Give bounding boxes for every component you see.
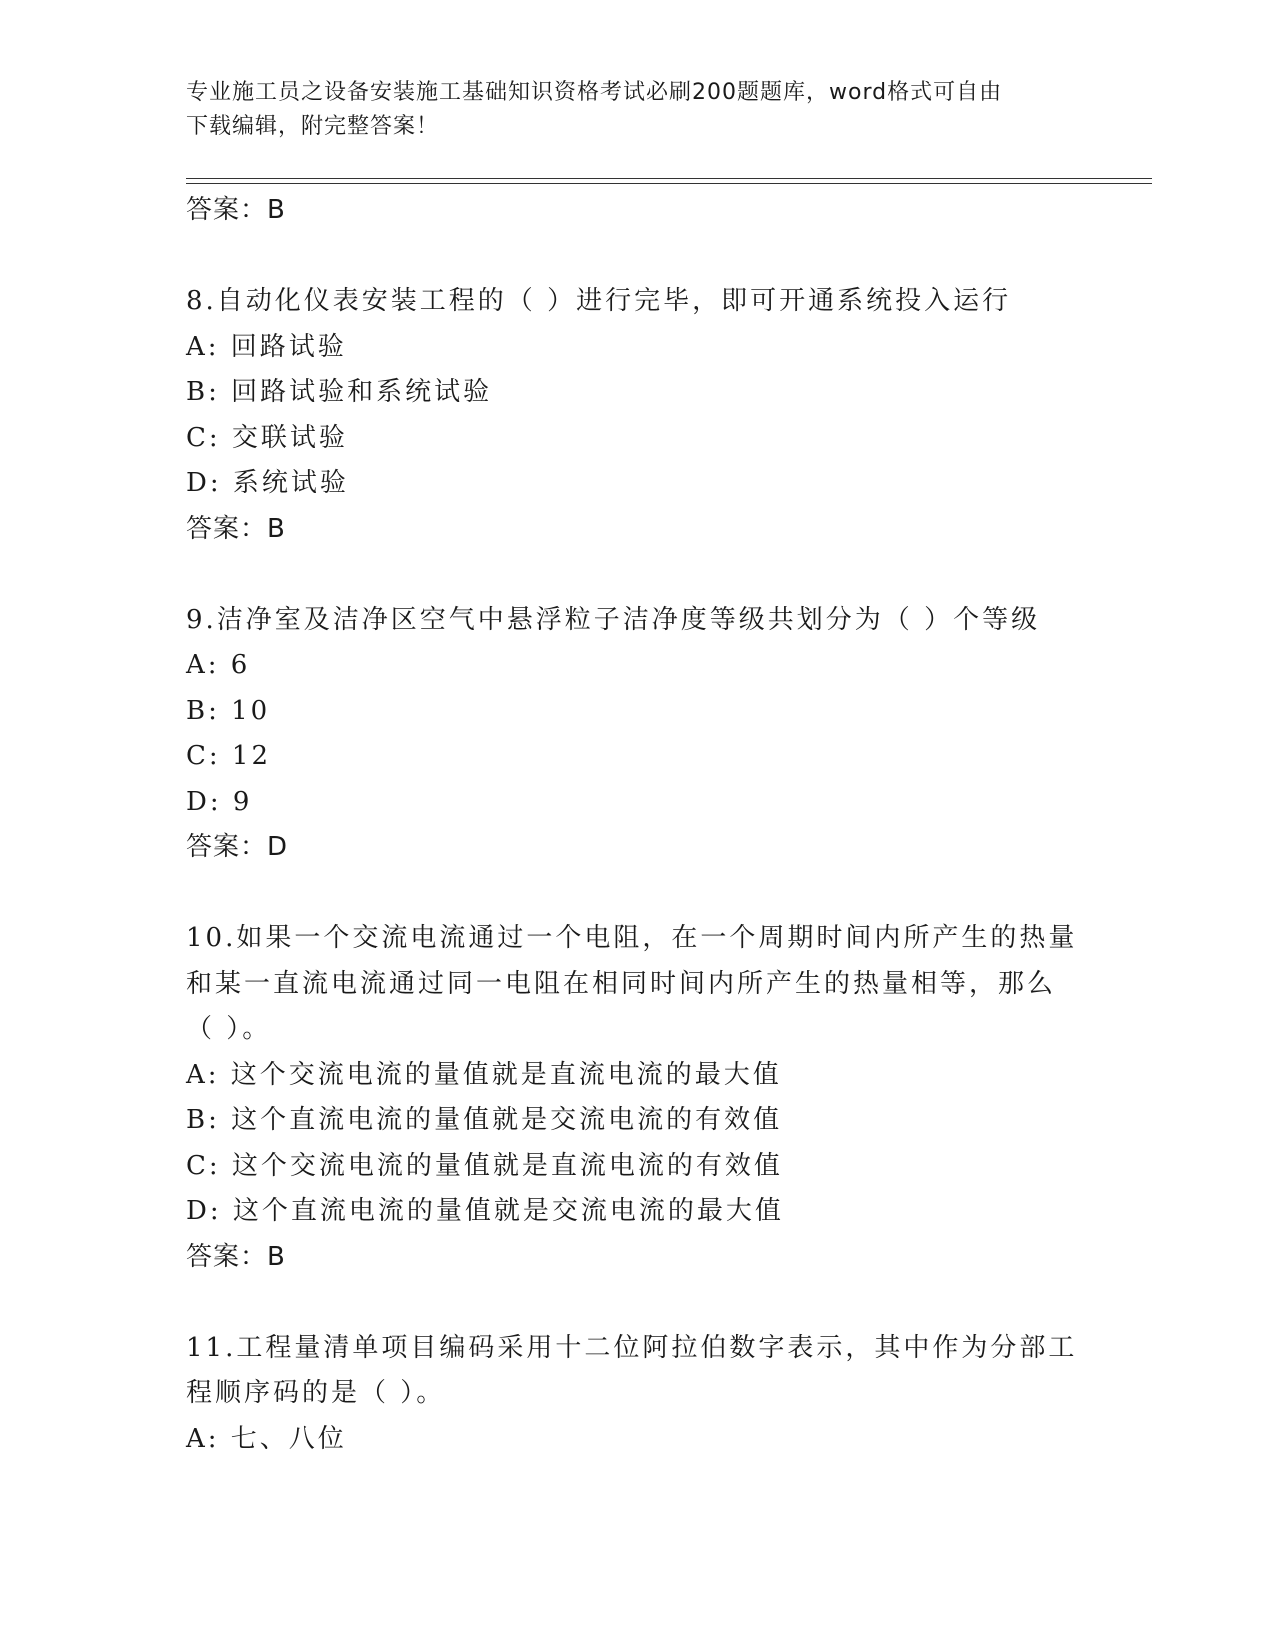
question-8 <box>186 279 1086 552</box>
question-11 <box>186 1326 1086 1463</box>
option-d: D: 系统试验 <box>186 468 349 498</box>
option-a: A: 这个交流电流的量值就是直流电流的最大值 <box>186 1059 782 1090</box>
option-b: B: 10 <box>186 695 271 726</box>
question-stem-line-1: 11.工程量清单项目编码采用十二位阿拉伯数字表示，其中作为分部工 <box>186 1332 1078 1363</box>
answer: 答案：B <box>186 1241 286 1272</box>
header-divider-bottom <box>186 183 1152 184</box>
option-b: B: 这个直流电流的量值就是交流电流的有效值 <box>186 1105 783 1135</box>
question-stem-line-2: 和某一直流电流通过同一电阻在相同时间内所产生的热量相等，那么 <box>186 968 1057 999</box>
question-stem-line-3: （ ）。 <box>186 1014 272 1044</box>
spacer <box>186 234 1086 280</box>
document-header <box>186 76 1076 144</box>
option-c: C: 交联试验 <box>186 422 348 453</box>
option-a: A: 七、八位 <box>186 1423 347 1454</box>
option-a: A: 回路试验 <box>186 331 347 362</box>
question-stem: 9.洁净室及洁净区空气中悬浮粒子洁净度等级共划分为（ ）个等级 <box>186 604 1041 635</box>
question-stem-line-1: 10.如果一个交流电流通过一个电阻，在一个周期时间内所产生的热量 <box>186 923 1078 953</box>
question-stem: 8.自动化仪表安装工程的（ ）进行完毕，即可开通系统投入运行 <box>186 286 1012 316</box>
question-10 <box>186 916 1086 1280</box>
question-9 <box>186 598 1086 871</box>
header-line-2: 下载编辑，附完整答案！ <box>186 114 440 139</box>
option-b: B: 回路试验和系统试验 <box>186 377 493 407</box>
option-c: C: 12 <box>186 741 272 771</box>
header-divider-top <box>186 178 1152 179</box>
question-list <box>186 188 1086 1462</box>
answer: 答案：D <box>186 832 289 862</box>
answer: 答案：B <box>186 513 286 544</box>
option-d: D: 9 <box>186 786 253 817</box>
spacer <box>186 552 1086 598</box>
spacer <box>186 1280 1086 1326</box>
option-d: D: 这个直流电流的量值就是交流电流的最大值 <box>186 1196 784 1226</box>
question-stem-line-2: 程顺序码的是（ ）。 <box>186 1378 446 1408</box>
header-line-1: 专业施工员之设备安装施工基础知识资格考试必刷200题题库，word格式可自由 <box>186 80 1003 105</box>
option-a: A: 6 <box>186 650 251 680</box>
spacer <box>186 871 1086 917</box>
previous-answer: 答案：B <box>186 195 286 225</box>
option-c: C: 这个交流电流的量值就是直流电流的有效值 <box>186 1150 783 1181</box>
